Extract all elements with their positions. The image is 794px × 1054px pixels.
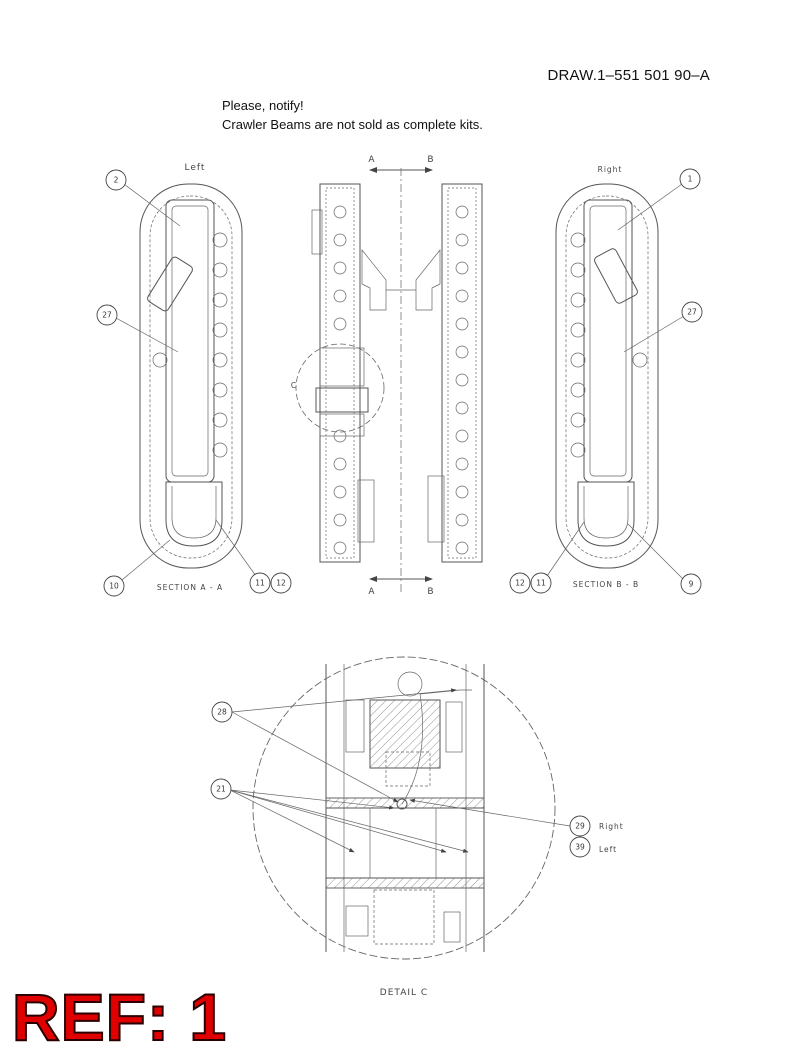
center-left-links xyxy=(334,206,346,554)
center-cut-view xyxy=(291,155,482,597)
ref-label: REF: 1 xyxy=(12,980,228,1054)
svg-text:27: 27 xyxy=(687,307,697,317)
left-u-guide-inner xyxy=(172,486,216,538)
svg-text:39: 39 xyxy=(575,842,585,852)
section-a-label: SECTION A - A xyxy=(156,583,224,592)
left-track-chain xyxy=(150,196,232,558)
svg-text:2: 2 xyxy=(113,175,119,185)
left-crawler-view xyxy=(140,163,242,592)
left-callouts xyxy=(97,170,291,596)
left-motor xyxy=(146,256,194,313)
left-rollers xyxy=(153,233,227,457)
right-crawler-view xyxy=(556,165,658,589)
svg-text:28: 28 xyxy=(217,707,227,717)
cut-label-top-a: A xyxy=(368,155,376,165)
right-callouts xyxy=(510,169,702,594)
detail-c-marker: C xyxy=(290,381,298,390)
right-view-title: Right xyxy=(597,165,623,174)
detail-shaft xyxy=(326,808,484,878)
svg-text:29: 29 xyxy=(575,821,585,831)
svg-text:10: 10 xyxy=(109,581,119,591)
svg-text:12: 12 xyxy=(276,578,286,588)
left-beam-inner xyxy=(172,206,208,476)
detail-label-right: Right xyxy=(599,822,624,831)
svg-text:21: 21 xyxy=(216,784,226,794)
svg-text:12: 12 xyxy=(515,578,525,588)
section-b-label: SECTION B - B xyxy=(572,580,640,589)
drawing-number: DRAW.1–551 501 90–A xyxy=(547,67,710,84)
left-beam-body xyxy=(166,200,214,482)
cut-label-bottom-b: B xyxy=(427,587,435,597)
left-u-guide xyxy=(166,482,222,546)
svg-text:9: 9 xyxy=(688,579,694,589)
svg-text:11: 11 xyxy=(255,578,265,588)
detail-label-left: Left xyxy=(599,845,618,854)
right-beam-body xyxy=(584,200,632,482)
detail-upper-block xyxy=(370,700,440,768)
svg-text:11: 11 xyxy=(536,578,546,588)
left-view-title: Left xyxy=(184,163,206,173)
svg-text:1: 1 xyxy=(687,174,693,184)
notice-line-1: Please, notify! xyxy=(222,98,304,113)
right-u-guide xyxy=(578,482,634,546)
svg-text:27: 27 xyxy=(102,310,112,320)
cut-label-top-b: B xyxy=(427,155,435,165)
detail-c-title: DETAIL C xyxy=(379,988,429,998)
center-right-links xyxy=(456,206,468,554)
notice-line-2: Crawler Beams are not sold as complete kits. xyxy=(222,117,483,132)
cut-label-bottom-a: A xyxy=(368,587,376,597)
